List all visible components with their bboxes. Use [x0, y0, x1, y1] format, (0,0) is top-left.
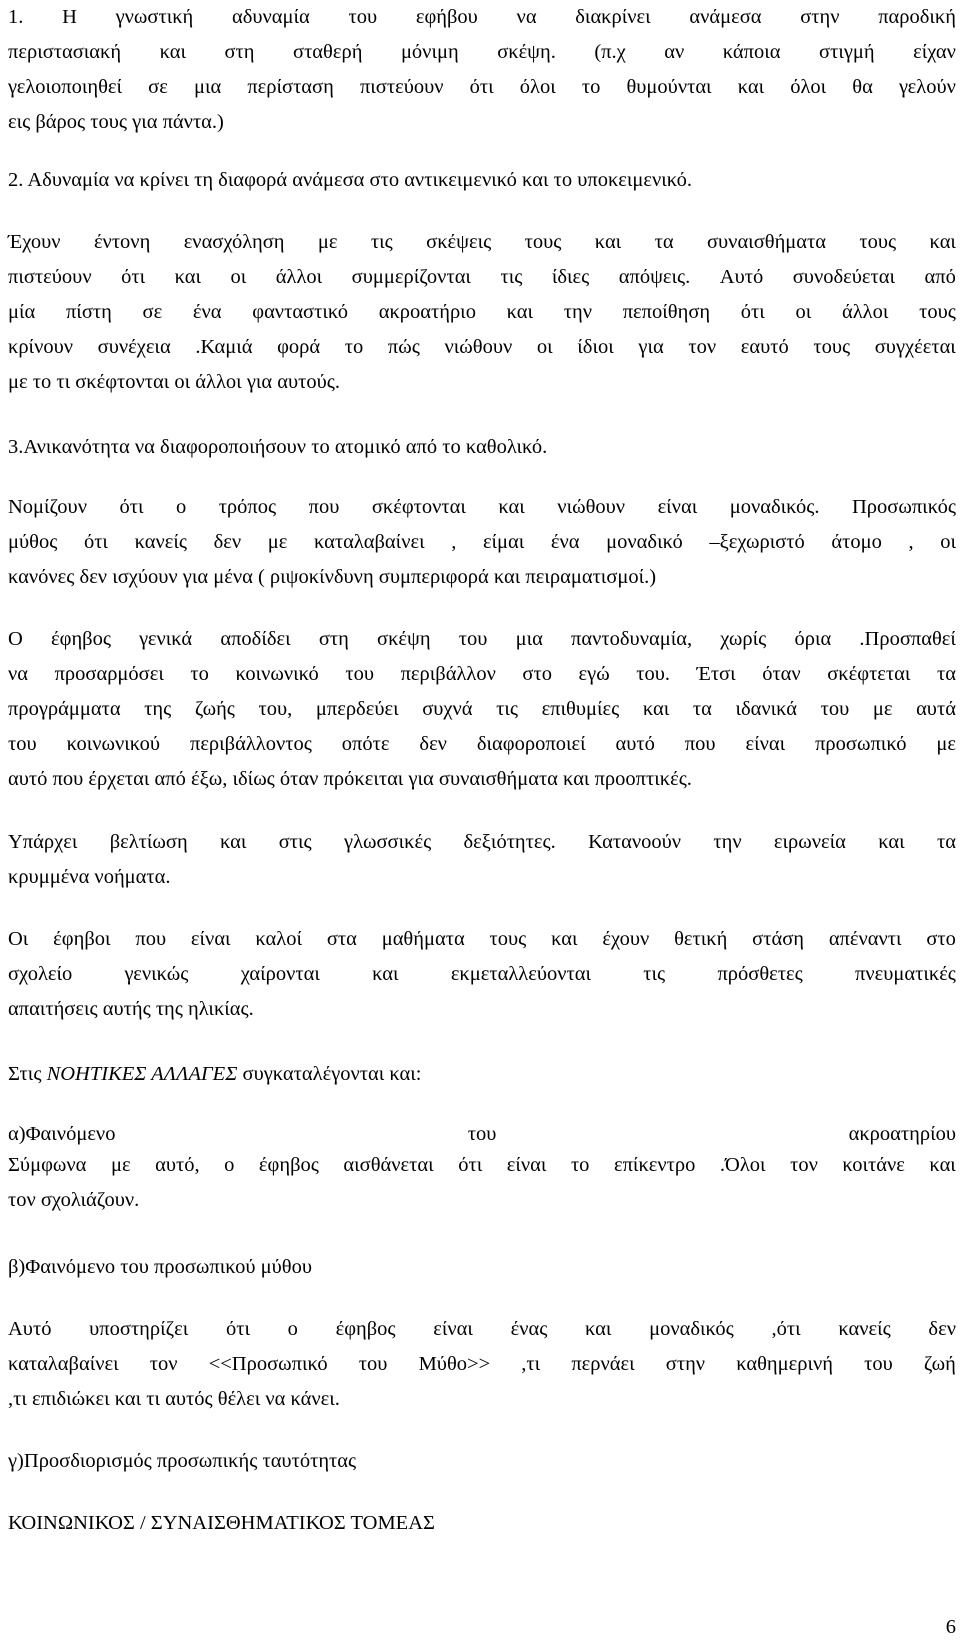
word: καθημερινή: [736, 1353, 833, 1375]
word: σκέφτεται: [827, 663, 911, 685]
word: κανείς: [838, 1318, 891, 1340]
word: του: [8, 733, 37, 755]
word: του: [358, 1353, 388, 1375]
word: μία: [8, 301, 36, 323]
word: γελοιοποιηθεί: [8, 76, 123, 98]
cognitive-changes-emphasis: ΝΟΗΤΙΚΕΣ ΑΛΛΑΓΕΣ: [46, 1063, 238, 1085]
word: το: [190, 663, 209, 685]
word: με: [936, 733, 956, 755]
word: έντονη: [93, 231, 151, 253]
word: φανταστικό: [252, 301, 348, 323]
text-line: [8, 260, 956, 295]
word: συγχέεται: [874, 336, 956, 358]
word: και: [585, 1318, 612, 1340]
word: γενικώς: [124, 963, 189, 985]
word: τους: [524, 231, 562, 253]
word: κανείς: [134, 531, 187, 553]
word: 1.: [8, 6, 24, 28]
text-line: κρυμμένα νοήματα.: [8, 866, 171, 888]
word: όρια: [794, 628, 832, 650]
word: ένα: [192, 301, 222, 323]
word: Νομίζουν: [8, 496, 87, 518]
text-line: [8, 1148, 956, 1183]
word: και: [159, 41, 186, 63]
word: αυτό: [615, 733, 655, 755]
word: είμαι: [482, 531, 525, 553]
word: Αυτό: [8, 1318, 52, 1340]
word: γνωστική: [115, 6, 194, 28]
word: άλλοι: [841, 301, 889, 323]
word: πρόσθετες: [717, 963, 803, 985]
word: του: [458, 628, 488, 650]
text-line: εις βάρος τους για πάντα.): [8, 111, 224, 133]
word: ένας: [510, 1318, 548, 1340]
word: ανάμεσα: [689, 6, 762, 28]
word: καταλαβαίνει: [313, 531, 425, 553]
word: το: [581, 76, 601, 98]
word: ζωής: [194, 698, 235, 720]
word: προγράμματα: [8, 698, 121, 720]
word: μύθος: [8, 531, 58, 553]
word: τα: [936, 663, 956, 685]
word: με: [110, 1154, 131, 1176]
word: συμμερίζονται: [351, 266, 471, 288]
word: μοναδικό: [606, 531, 683, 553]
word: ότι: [121, 266, 146, 288]
word: (π.χ: [594, 41, 626, 63]
word: και: [174, 266, 202, 288]
word: έφηβοι: [53, 928, 111, 950]
word: μαθήματα: [381, 928, 465, 950]
personal-myth-heading: β)Φαινόμενο του προσωπικού μύθου: [8, 1256, 313, 1278]
cognitive-changes-prefix: Στις: [8, 1063, 47, 1085]
word: στα: [326, 928, 357, 950]
word: .Προσπαθεί: [859, 628, 956, 650]
school-paragraph: [8, 922, 956, 1027]
audience-heading-word: του: [467, 1123, 497, 1145]
word: πώς: [387, 336, 420, 358]
word: περιβάλλον: [400, 663, 496, 685]
word: πιστεύουν: [359, 76, 444, 98]
text-line: [8, 225, 956, 260]
audience-heading: [8, 1117, 956, 1152]
word: ιδανικά: [735, 698, 798, 720]
word: σκέψη.: [497, 41, 556, 63]
text-line: [8, 622, 956, 657]
word: ,τι: [521, 1353, 541, 1375]
word: διακρίνει: [575, 6, 651, 28]
word: έχουν: [602, 928, 650, 950]
word: σε: [148, 76, 168, 98]
word: την: [563, 301, 592, 323]
word: τον: [688, 336, 717, 358]
item-3-paragraph: [8, 490, 956, 595]
word: ο: [175, 496, 187, 518]
word: ότι: [119, 496, 144, 518]
word: ακροατήριο: [378, 301, 476, 323]
word: μπερδεύει: [315, 698, 399, 720]
word: τα: [692, 698, 712, 720]
word: και: [372, 963, 399, 985]
item-2-paragraph: [8, 225, 956, 400]
text-line: [8, 330, 956, 365]
item-3-heading: 3.Ανικανότητα να διαφοροποιήσουν το ατομικό από το καθολικό.: [8, 436, 548, 458]
word: συχνά: [422, 698, 473, 720]
word: που: [135, 928, 167, 950]
word: άλλοι: [275, 266, 323, 288]
word: τους: [919, 301, 956, 323]
word: τους: [813, 336, 851, 358]
word: αποδίδει: [220, 628, 291, 650]
word: κοινωνικό: [235, 663, 319, 685]
audience-section: [8, 1117, 956, 1218]
word: σταθερή: [293, 41, 363, 63]
word: προσαρμόσει: [54, 663, 164, 685]
word: περιστασιακή: [8, 41, 122, 63]
word: υποστηρίζει: [89, 1318, 189, 1340]
word: στο: [926, 928, 956, 950]
word: και: [929, 1154, 956, 1176]
text-line: αυτό που έρχεται από έξω, ιδίως όταν πρόκειται για συναισθήματα και προοπτικές.: [8, 768, 692, 790]
word: εαυτό: [740, 336, 789, 358]
text-line: [8, 70, 956, 105]
word: Η: [62, 6, 77, 28]
word: ,ότι: [771, 1318, 801, 1340]
word: όλοι: [790, 76, 827, 98]
word: κάποια: [722, 41, 781, 63]
word: σκέψεις: [426, 231, 492, 253]
word: σκέψη: [377, 628, 431, 650]
word: ενασχόληση: [183, 231, 285, 253]
word: στο: [522, 663, 552, 685]
language-paragraph: [8, 825, 956, 895]
word: περίσταση: [247, 76, 334, 98]
text-line: [8, 525, 956, 560]
word: .Καμιά: [195, 336, 253, 358]
text-line: κανόνες δεν ισχύουν για μένα ( ριψοκίνδυνη συμπεριφορά και πειραματισμοί.): [8, 566, 657, 588]
word: το: [570, 1154, 590, 1176]
word: καλοί: [255, 928, 303, 950]
word: αυτά: [916, 698, 956, 720]
word: σχολείο: [8, 963, 73, 985]
text-line: απαιτήσεις αυτής της ηλικίας.: [8, 998, 254, 1020]
cognitive-changes-line: [8, 1057, 422, 1092]
word: επίκεντρο: [613, 1154, 696, 1176]
identity-heading: γ)Προσδιορισμός προσωπικής ταυτότητας: [8, 1450, 357, 1472]
word: <<Προσωπικό: [208, 1353, 328, 1375]
item-1-paragraph: [8, 0, 956, 140]
word: που: [308, 496, 340, 518]
word: και: [551, 928, 578, 950]
cognitive-changes-suffix: συγκαταλέγονται και:: [237, 1063, 422, 1085]
word: και: [929, 231, 956, 253]
word: για: [638, 336, 664, 358]
word: ,: [908, 531, 914, 553]
word: ότι: [458, 1154, 483, 1176]
word: στη: [224, 41, 255, 63]
word: δεν: [213, 531, 242, 553]
word: ο: [287, 1318, 298, 1340]
word: Κατανοούν: [588, 831, 682, 853]
word: στην: [665, 1353, 706, 1375]
word: οι: [795, 301, 812, 323]
audience-heading-word: α)Φαινόμενο: [8, 1123, 116, 1145]
word: με: [317, 231, 338, 253]
word: συναισθήματα: [706, 231, 826, 253]
word: αν: [664, 41, 685, 63]
item-2-heading: 2. Αδυναμία να κρίνει τη διαφορά ανάμεσα στο αντικειμενικό και το υποκειμενικό.: [8, 169, 693, 191]
text-line: [8, 0, 956, 35]
word: δεν: [928, 1318, 956, 1340]
word: καταλαβαίνει: [8, 1353, 119, 1375]
word: έφηβος: [51, 628, 111, 650]
word: θα: [852, 76, 873, 98]
word: στάση: [752, 928, 804, 950]
word: μοναδικός.: [729, 496, 820, 518]
word: Ο: [8, 628, 23, 650]
word: τις: [643, 963, 666, 985]
word: και: [220, 831, 247, 853]
word: κοιτάνε: [842, 1154, 905, 1176]
word: επιθυμίες: [541, 698, 620, 720]
word: γελούν: [898, 76, 956, 98]
word: τα: [936, 831, 956, 853]
word: θυμούνται: [626, 76, 712, 98]
word: οπότε: [341, 733, 390, 755]
word: είναι: [506, 1154, 547, 1176]
word: στιγμή: [819, 41, 875, 63]
word: παροδική: [878, 6, 956, 28]
word: έφηβος: [335, 1318, 396, 1340]
text-line: [8, 825, 956, 860]
word: ένα: [550, 531, 580, 553]
text-line: με το τι σκέφτονται οι άλλοι για αυτούς.: [8, 371, 341, 393]
word: ζωή: [923, 1353, 956, 1375]
word: όταν: [762, 663, 801, 685]
word: οι: [230, 266, 247, 288]
word: τον: [149, 1353, 178, 1375]
word: απόψεις.: [618, 266, 691, 288]
word: σε: [142, 301, 163, 323]
word: και: [737, 76, 765, 98]
word: ειρωνεία: [773, 831, 846, 853]
word: κρίνουν: [8, 336, 74, 358]
word: πεποίθηση: [622, 301, 711, 323]
text-line: ,τι επιδιώκει και τι αυτός θέλει να κάνει.: [8, 1388, 340, 1410]
word: του: [864, 1353, 893, 1375]
word: τους: [859, 231, 897, 253]
word: πιστεύουν: [8, 266, 92, 288]
word: και: [498, 496, 525, 518]
word: ότι: [740, 301, 765, 323]
word: είναι: [433, 1318, 473, 1340]
word: του: [345, 663, 375, 685]
word: της: [144, 698, 172, 720]
word: τις: [500, 266, 523, 288]
word: που: [684, 733, 716, 755]
word: στις: [278, 831, 312, 853]
word: προσωπικό: [815, 733, 907, 755]
word: παντοδυναμία,: [571, 628, 693, 650]
text-line: [8, 957, 956, 992]
text-line: [8, 1312, 956, 1347]
word: Προσωπικός: [852, 496, 956, 518]
word: να: [516, 6, 537, 28]
text-line: [8, 657, 956, 692]
word: γλωσσικές: [344, 831, 432, 853]
word: μια: [193, 76, 222, 98]
text-line: [8, 35, 956, 70]
word: συνοδεύεται: [792, 266, 895, 288]
word: είναι: [190, 928, 231, 950]
word: βελτίωση: [109, 831, 188, 853]
word: .Όλοι: [719, 1154, 766, 1176]
word: την: [713, 831, 742, 853]
word: περνάει: [571, 1353, 635, 1375]
word: το: [344, 336, 364, 358]
word: εφήβου: [415, 6, 478, 28]
word: είναι: [745, 733, 786, 755]
word: και: [642, 698, 670, 720]
word: Μύθο>>: [418, 1353, 491, 1375]
word: ότι: [83, 531, 108, 553]
word: τους: [489, 928, 527, 950]
text-line: [8, 490, 956, 525]
page-number: 6: [945, 1616, 956, 1638]
word: συνέχεια: [97, 336, 171, 358]
word: με: [267, 531, 288, 553]
word: ίδιες: [551, 266, 590, 288]
word: ,: [451, 531, 457, 553]
word: μια: [515, 628, 543, 650]
word: τα: [654, 231, 674, 253]
word: ότι: [469, 76, 494, 98]
audience-heading-word: ακροατηρίου: [848, 1123, 956, 1145]
text-line: τον σχολιάζουν.: [8, 1189, 140, 1211]
word: απέναντι: [828, 928, 902, 950]
word: κοινωνικού: [66, 733, 161, 755]
word: μόνιμη: [400, 41, 459, 63]
word: είναι: [657, 496, 698, 518]
word: έφηβος: [258, 1154, 319, 1176]
text-line: [8, 1347, 956, 1382]
word: θετική: [674, 928, 728, 950]
word: Έτσι: [696, 663, 736, 685]
word: του: [820, 698, 850, 720]
word: εγώ: [578, 663, 610, 685]
word: διαφοροποιεί: [476, 733, 586, 755]
word: στην: [800, 6, 840, 28]
word: πίστη: [65, 301, 112, 323]
word: και: [594, 231, 622, 253]
word: στη: [318, 628, 349, 650]
word: ο: [224, 1154, 235, 1176]
personal-myth-paragraph: [8, 1312, 956, 1417]
text-line: [8, 295, 956, 330]
word: χωρίς: [720, 628, 767, 650]
word: όλοι: [519, 76, 556, 98]
word: τον: [790, 1154, 818, 1176]
word: –ξεχωριστό: [709, 531, 805, 553]
word: και: [506, 301, 534, 323]
word: του: [348, 6, 378, 28]
section-heading: ΚΟΙΝΩΝΙΚΟΣ / ΣΥΝΑΙΣΘΗΜΑΤΙΚΟΣ ΤΟΜΕΑΣ: [8, 1512, 435, 1534]
word: γενικά: [139, 628, 193, 650]
word: και: [878, 831, 905, 853]
word: ότι: [225, 1318, 250, 1340]
word: χαίρονται: [240, 963, 320, 985]
word: με: [872, 698, 893, 720]
word: Αυτό: [719, 266, 764, 288]
word: περιβάλλοντος: [189, 733, 312, 755]
text-line: [8, 922, 956, 957]
word: είχαν: [913, 41, 956, 63]
word: νιώθουν: [557, 496, 626, 518]
word: Οι: [8, 928, 29, 950]
text-line: [8, 692, 956, 727]
word: πνευματικές: [855, 963, 956, 985]
word: οι: [940, 531, 956, 553]
word: εκμεταλλεύονται: [450, 963, 591, 985]
word: αισθάνεται: [343, 1154, 434, 1176]
word: του.: [636, 663, 671, 685]
word: νιώθουν: [444, 336, 513, 358]
word: τις: [496, 698, 518, 720]
word: οι: [536, 336, 553, 358]
word: Έχουν: [8, 231, 61, 253]
word: αδυναμία: [231, 6, 310, 28]
word: σκέφτονται: [371, 496, 466, 518]
word: φορά: [277, 336, 321, 358]
word: Υπάρχει: [8, 831, 78, 853]
word: να: [8, 663, 29, 685]
word: δεξιότητες.: [463, 831, 556, 853]
omnipotence-paragraph: [8, 622, 956, 797]
word: αυτό,: [155, 1154, 200, 1176]
word: άτομο: [831, 531, 882, 553]
word: από: [924, 266, 956, 288]
word: ίδιοι: [577, 336, 614, 358]
word: τρόπος: [218, 496, 277, 518]
word: του,: [258, 698, 293, 720]
text-line: [8, 727, 956, 762]
word: δεν: [419, 733, 447, 755]
word: τις: [370, 231, 393, 253]
word: Σύμφωνα: [8, 1154, 87, 1176]
word: μοναδικός: [649, 1318, 734, 1340]
